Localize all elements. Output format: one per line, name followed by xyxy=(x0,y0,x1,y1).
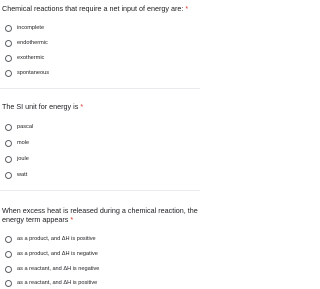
radio-button[interactable] xyxy=(5,140,12,147)
q3-option-2-label: as a product, and ΔH is negative xyxy=(17,251,98,257)
q3-option-1-label: as a product, and ΔH is positive xyxy=(17,236,96,242)
question-1-required-mark: * xyxy=(185,4,189,13)
q1-option-2[interactable] xyxy=(5,38,48,48)
q3-option-2[interactable] xyxy=(5,249,98,259)
radio-button[interactable] xyxy=(5,236,12,243)
q3-option-3[interactable] xyxy=(5,264,99,274)
radio-button[interactable] xyxy=(5,251,12,258)
q1-option-4-label: spontaneous xyxy=(17,70,50,76)
q2-option-2-label: mole xyxy=(17,140,30,146)
q2-option-1-label: pascal xyxy=(17,124,34,130)
q3-option-3-label: as a reactant, and ΔH is negative xyxy=(17,266,100,272)
question-3-required-mark: * xyxy=(70,215,74,224)
q3-option-1[interactable] xyxy=(5,234,96,244)
question-3-text: When excess heat is released during a chemical reaction, the energy term appears xyxy=(2,206,198,224)
radio-button[interactable] xyxy=(5,266,12,273)
q3-option-4-label: as a reactant, and ΔH is positive xyxy=(17,280,98,286)
q2-option-1[interactable] xyxy=(5,122,33,132)
section-divider xyxy=(0,190,200,191)
question-1-title xyxy=(0,4,190,13)
question-3-title xyxy=(0,206,200,224)
q1-option-1[interactable] xyxy=(5,23,44,33)
question-2-title xyxy=(0,102,85,111)
radio-button[interactable] xyxy=(5,70,12,77)
question-2-required-mark: * xyxy=(80,102,84,111)
radio-button[interactable] xyxy=(5,55,12,62)
question-1-text: Chemical reactions that require a net input of energy are: xyxy=(2,4,184,13)
q2-option-4[interactable] xyxy=(5,170,27,180)
radio-button[interactable] xyxy=(5,156,12,163)
radio-button[interactable] xyxy=(5,25,12,32)
radio-button[interactable] xyxy=(5,124,12,131)
q1-option-2-label: endothermic xyxy=(17,40,48,46)
q2-option-2[interactable] xyxy=(5,138,29,148)
q1-option-3-label: exothermic xyxy=(17,55,45,61)
section-divider xyxy=(0,88,200,89)
q2-option-3[interactable] xyxy=(5,154,29,164)
radio-button[interactable] xyxy=(5,40,12,47)
question-2-text: The SI unit for energy is xyxy=(2,102,79,111)
q1-option-4[interactable] xyxy=(5,68,49,78)
radio-button[interactable] xyxy=(5,280,12,287)
q2-option-3-label: joule xyxy=(17,156,29,162)
q3-option-4[interactable] xyxy=(5,278,97,288)
q2-option-4-label: watt xyxy=(17,172,28,178)
q1-option-1-label: incomplete xyxy=(17,25,45,31)
radio-button[interactable] xyxy=(5,172,12,179)
q1-option-3[interactable] xyxy=(5,53,44,63)
